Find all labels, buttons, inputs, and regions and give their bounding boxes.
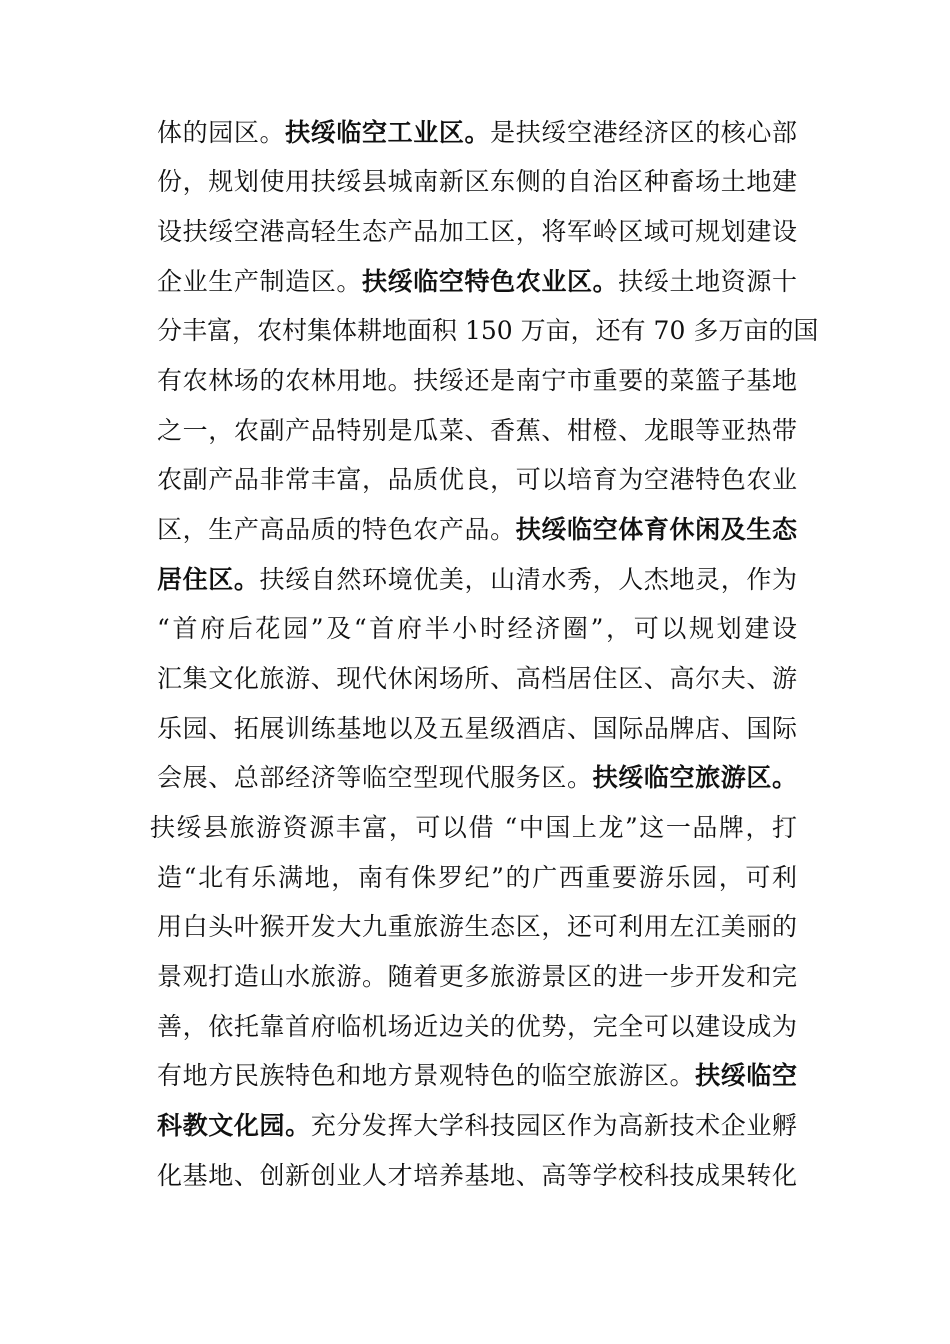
body-text: 有地方民族特色和地方景观特色的临空旅游区。 bbox=[157, 1061, 696, 1090]
text-line bbox=[157, 907, 797, 947]
text-line bbox=[157, 460, 797, 500]
body-text: 有农林场的农林用地。扶绥还是南宁市重要的菜篮子基地 bbox=[157, 366, 797, 395]
text-line bbox=[157, 560, 797, 600]
text-line bbox=[157, 212, 797, 252]
text-line bbox=[150, 808, 797, 848]
body-text: 企业生产制造区。 bbox=[157, 267, 362, 296]
text-line bbox=[157, 361, 797, 401]
body-text: 扶绥土地资源十 bbox=[618, 267, 797, 296]
body-text: 充分发挥大学科技园区作为高新技术企业孵 bbox=[310, 1111, 797, 1140]
body-text: 景观打造山水旅游。随着更多旅游景区的进一步开发和完 bbox=[157, 962, 797, 991]
text-line bbox=[157, 262, 797, 302]
body-text: 份，规划使用扶绥县城南新区东侧的自治区种畜场土地建 bbox=[157, 167, 797, 196]
section-heading: 扶绥临空旅游区。 bbox=[592, 763, 797, 792]
body-text: 是扶绥空港经济区的核心部 bbox=[490, 118, 797, 147]
text-line bbox=[157, 957, 797, 997]
body-text: 设扶绥空港高轻生态产品加工区，将军岭区域可规划建设 bbox=[157, 217, 797, 246]
body-text: 乐园、拓展训练基地以及五星级酒店、国际品牌店、国际 bbox=[157, 714, 797, 743]
body-text: 善，依托靠首府临机场近边关的优势，完全可以建设成为 bbox=[157, 1012, 797, 1041]
text-line bbox=[157, 1106, 797, 1146]
text-line bbox=[157, 1156, 797, 1196]
text-line bbox=[157, 411, 797, 451]
body-text: 汇集文化旅游、现代休闲场所、高档居住区、高尔夫、游 bbox=[157, 664, 797, 693]
body-text: 农副产品非常丰富，品质优良，可以培育为空港特色农业 bbox=[157, 465, 797, 494]
section-heading: 扶绥临空工业区。 bbox=[285, 118, 491, 147]
body-text: 分丰富，农村集体耕地面积 150 万亩，还有 70 多万亩的国 bbox=[157, 316, 819, 345]
text-line bbox=[157, 311, 819, 351]
section-heading: 科教文化园。 bbox=[157, 1111, 311, 1140]
section-heading: 居住区。 bbox=[157, 565, 260, 594]
body-text: 扶绥县旅游资源丰富，可以借 “中国上龙”这一品牌，打 bbox=[150, 813, 797, 842]
text-line bbox=[157, 510, 797, 550]
text-line bbox=[157, 609, 797, 649]
section-heading: 扶绥临空 bbox=[695, 1061, 797, 1090]
body-text: “首府后花园”及“首府半小时经济圈”，可以规划建设 bbox=[157, 614, 797, 643]
text-line bbox=[157, 709, 797, 749]
body-text: 扶绥自然环境优美，山清水秀，人杰地灵，作为 bbox=[259, 565, 797, 594]
section-heading: 扶绥临空特色农业区。 bbox=[362, 267, 619, 296]
text-line bbox=[157, 1007, 797, 1047]
text-line bbox=[157, 758, 797, 798]
section-heading: 扶绥临空体育休闲及生态 bbox=[515, 515, 797, 544]
body-text: 化基地、创新创业人才培养基地、高等学校科技成果转化 bbox=[157, 1161, 797, 1190]
body-text: 用白头叶猴开发大九重旅游生态区，还可利用左江美丽的 bbox=[157, 912, 797, 941]
text-line bbox=[157, 162, 797, 202]
body-text: 体的园区。 bbox=[157, 118, 286, 147]
body-text: 之一，农副产品特别是瓜菜、香蕉、柑橙、龙眼等亚热带 bbox=[157, 416, 797, 445]
text-line bbox=[157, 858, 797, 898]
text-line bbox=[157, 1056, 797, 1096]
text-line bbox=[157, 113, 797, 153]
body-text: 会展、总部经济等临空型现代服务区。 bbox=[157, 763, 593, 792]
body-text: 造“北有乐满地，南有侏罗纪”的广西重要游乐园，可利 bbox=[157, 863, 797, 892]
body-text: 区，生产高品质的特色农产品。 bbox=[157, 515, 516, 544]
text-line bbox=[157, 659, 797, 699]
